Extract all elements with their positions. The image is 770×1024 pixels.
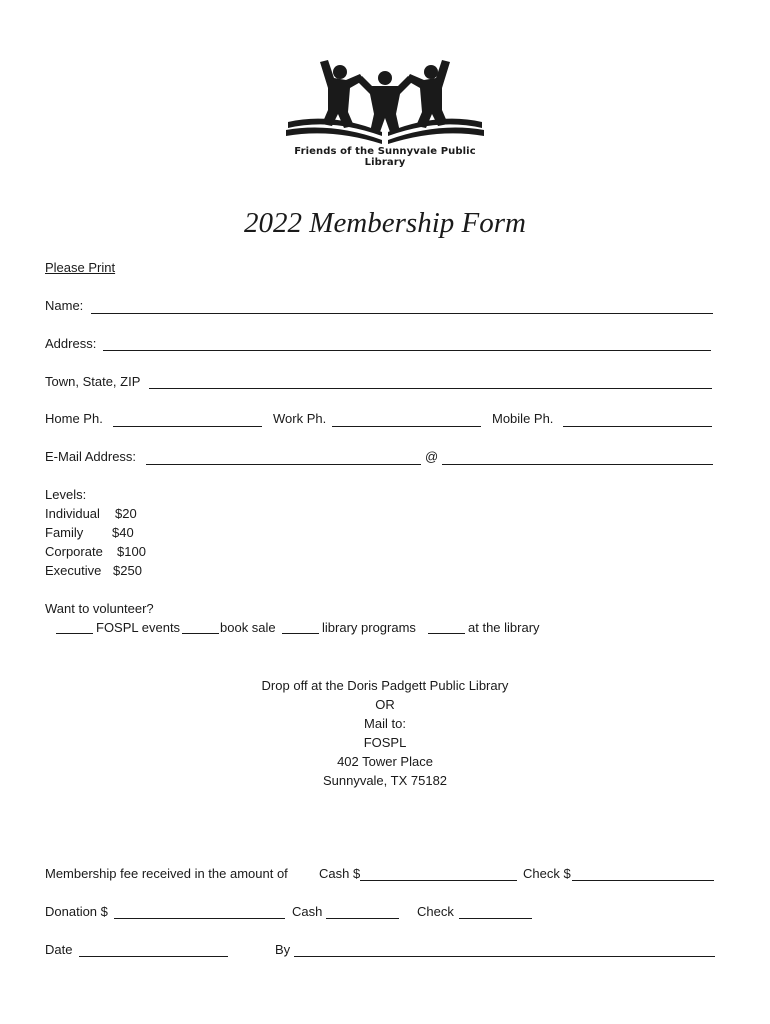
dropoff-line: OR [375,697,395,712]
name-field[interactable] [91,313,713,314]
level-name: Family [45,525,84,540]
form-title: 2022 Membership Form [244,207,526,239]
name-label: Name: [45,298,84,313]
level-price: $20 [115,506,137,521]
volunteer-option: book sale [220,620,276,635]
volunteer-fospl-events-blank[interactable] [56,633,93,634]
levels-heading: Levels: [45,487,87,502]
fee-check-label: Check $ [523,866,571,881]
volunteer-option: at the library [468,620,540,635]
date-label: Date [45,942,73,957]
address-field[interactable] [103,350,711,351]
email-at-sign: @ [425,449,439,464]
donation-check-label: Check [417,904,454,919]
level-price: $100 [117,544,146,559]
mobile-phone-field[interactable] [563,426,712,427]
donation-cash-label: Cash [292,904,323,919]
level-name: Individual [45,506,100,521]
fee-check-field[interactable] [572,880,714,881]
fee-cash-label: Cash $ [319,866,361,881]
by-label: By [275,942,291,957]
email-domain-field[interactable] [442,464,713,465]
home-phone-field[interactable] [113,426,262,427]
three-figures-on-open-book-icon [282,60,488,144]
dropoff-line: Sunnyvale, TX 75182 [322,773,448,788]
by-field[interactable] [294,956,715,957]
fospl-logo [282,60,488,168]
dropoff-line: 402 Tower Place [337,754,433,769]
level-price: $250 [113,563,142,578]
volunteer-question: Want to volunteer? [45,601,154,616]
donation-check-field[interactable] [459,918,532,919]
level-price: $40 [112,525,134,540]
work-phone-field[interactable] [332,426,481,427]
volunteer-library-programs-blank[interactable] [282,633,319,634]
logo-caption: Friends of the Sunnyvale Public Library [294,146,476,168]
email-label: E-Mail Address: [45,449,137,464]
volunteer-option: FOSPL events [96,620,181,635]
mobile-phone-label: Mobile Ph. [492,411,554,426]
dropoff-line: Mail to: [364,716,406,731]
volunteer-option: library programs [322,620,416,635]
volunteer-book-sale-blank[interactable] [182,633,219,634]
level-name: Executive [45,563,102,578]
town-state-zip-label: Town, State, ZIP [45,374,141,389]
work-phone-label: Work Ph. [273,411,327,426]
dropoff-line: FOSPL [363,735,407,750]
please-print-instruction: Please Print [45,260,116,275]
donation-field[interactable] [114,918,285,919]
fee-received-label: Membership fee received in the amount of [45,866,288,881]
dropoff-line: Drop off at the Doris Padgett Public Library [261,678,509,693]
email-user-field[interactable] [146,464,421,465]
donation-label: Donation $ [45,904,108,919]
address-label: Address: [45,336,97,351]
home-phone-label: Home Ph. [45,411,103,426]
volunteer-at-library-blank[interactable] [428,633,465,634]
town-state-zip-field[interactable] [149,388,712,389]
level-name: Corporate [45,544,103,559]
fee-cash-field[interactable] [360,880,517,881]
date-field[interactable] [79,956,228,957]
donation-cash-field[interactable] [326,918,399,919]
